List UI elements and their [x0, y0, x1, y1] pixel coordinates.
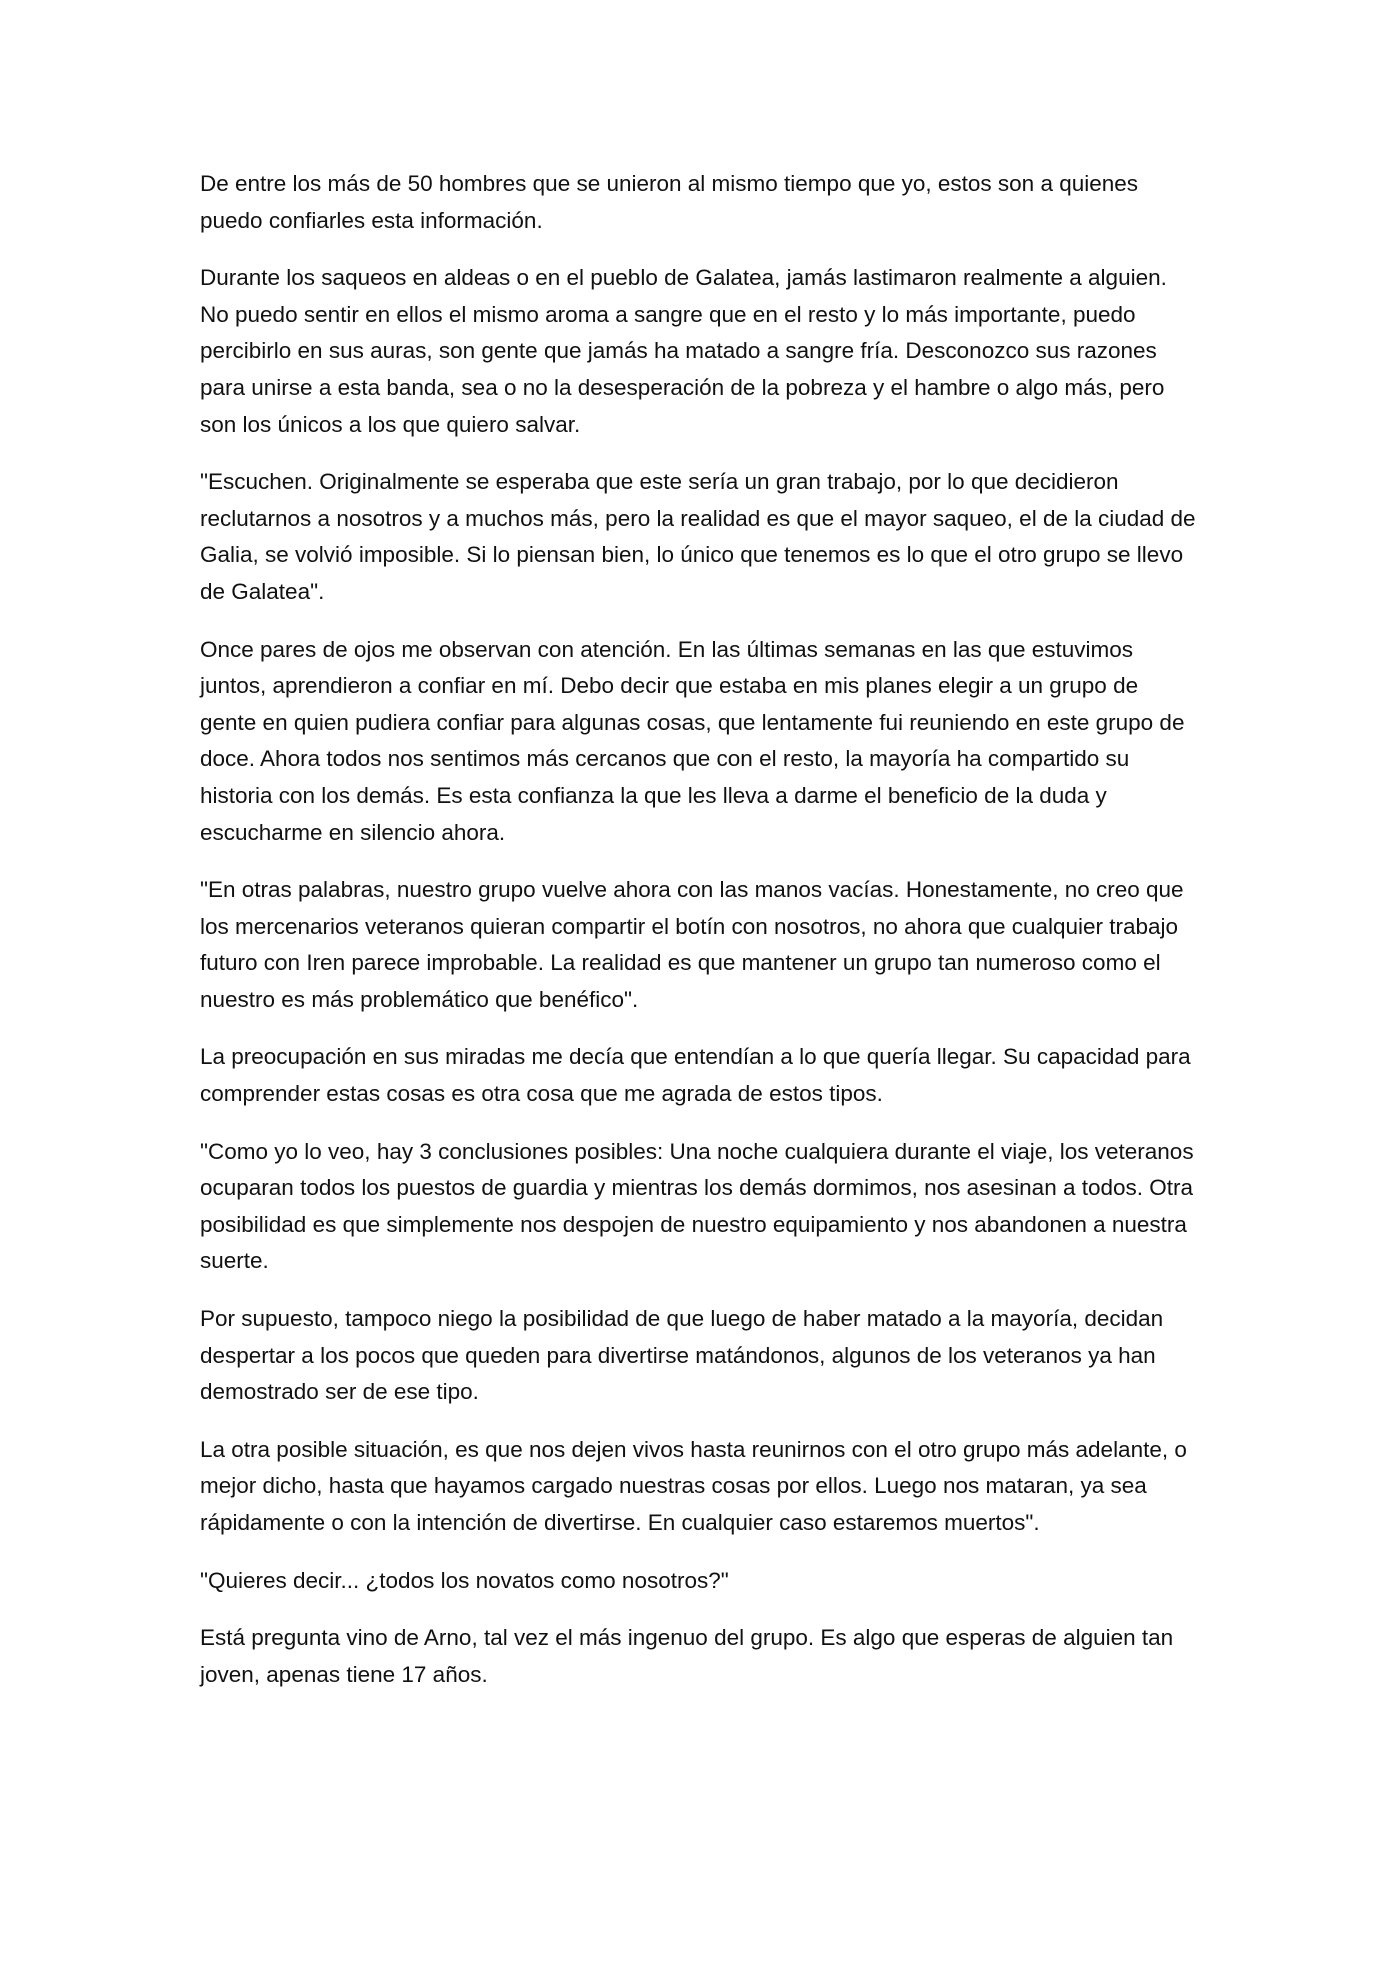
paragraph-4: Once pares de ojos me observan con atención. En las últimas semanas en las que estuvimos juntos, aprendieron a confiar en mí. Debo decir que estaba en mis planes elegir a un grupo de gente en quien pudiera confiar para algunas cosas, que lentamente fui reuniendo en este grupo de doce. Ahora todos nos sentimos más cercanos que con el resto, la mayoría ha compartido su historia con los demás. Es esta confianza la que les lleva a darme el beneficio de la duda y escucharme en silencio ahora. — [200, 636, 1185, 845]
paragraph-9: La otra posible situación, es que nos dejen vivos hasta reunirnos con el otro grupo más adelante, o mejor dicho, hasta que hayamos cargado nuestras cosas por ellos. Luego nos mataran, ya sea rápidamente o con la intención de divertirse. En cualquier caso estaremos muertos". — [200, 1436, 1187, 1535]
paragraph-6: La preocupación en sus miradas me decía que entendían a lo que quería llegar. Su capacidad para comprender estas cosas es otra cosa que me agrada de estos tipos. — [200, 1044, 1191, 1107]
paragraph-7: "Como yo lo veo, hay 3 conclusiones posibles: Una noche cualquiera durante el viaje, los veteranos ocuparan todos los puestos de guardia y mientras los demás dormimos, nos asesinan a todos. Otra posibilidad es que simplemente nos despojen de nuestro equipamiento y nos abandonen a nuestra suerte. — [200, 1138, 1194, 1274]
paragraph-10: "Quieres decir... ¿todos los novatos como nosotros?" — [200, 1567, 729, 1593]
document-body — [200, 166, 1200, 1714]
paragraph-1: De entre los más de 50 hombres que se unieron al mismo tiempo que yo, estos son a quienes puedo confiarles esta información. — [200, 171, 1139, 233]
paragraph-11: Está pregunta vino de Arno, tal vez el más ingenuo del grupo. Es algo que esperas de alguien tan joven, apenas tiene 17 años. — [200, 1625, 1174, 1687]
paragraph-8: Por supuesto, tampoco niego la posibilidad de que luego de haber matado a la mayoría, decidan despertar a los pocos que queden para divertirse matándonos, algunos de los veteranos ya han demostrado ser de ese tipo. — [200, 1306, 1164, 1405]
paragraph-2: Durante los saqueos en aldeas o en el pueblo de Galatea, jamás lastimaron realmente a alguien. No puedo sentir en ellos el mismo aroma a sangre que en el resto y lo más importante, puedo percibirlo en sus auras, son gente que jamás ha matado a sangre fría. Desconozco sus razones para unirse a esta banda, sea o no la desesperación de la pobreza y el hambre o algo más, pero son los únicos a los que quiero salvar. — [200, 265, 1167, 437]
paragraph-5: "En otras palabras, nuestro grupo vuelve ahora con las manos vacías. Honestamente, no creo que los mercenarios veteranos quieran compartir el botín con nosotros, no ahora que cualquier trabajo futuro con Iren parece improbable. La realidad es que mantener un grupo tan numeroso como el nuestro es más problemático que benéfico". — [200, 877, 1184, 1012]
paragraph-3: "Escuchen. Originalmente se esperaba que este sería un gran trabajo, por lo que decidieron reclutarnos a nosotros y a muchos más, pero la realidad es que el mayor saqueo, el de la ciudad de Galia, se volvió imposible. Si lo piensan bien, lo único que tenemos es lo que el otro grupo se llevo de Galatea". — [200, 469, 1196, 604]
